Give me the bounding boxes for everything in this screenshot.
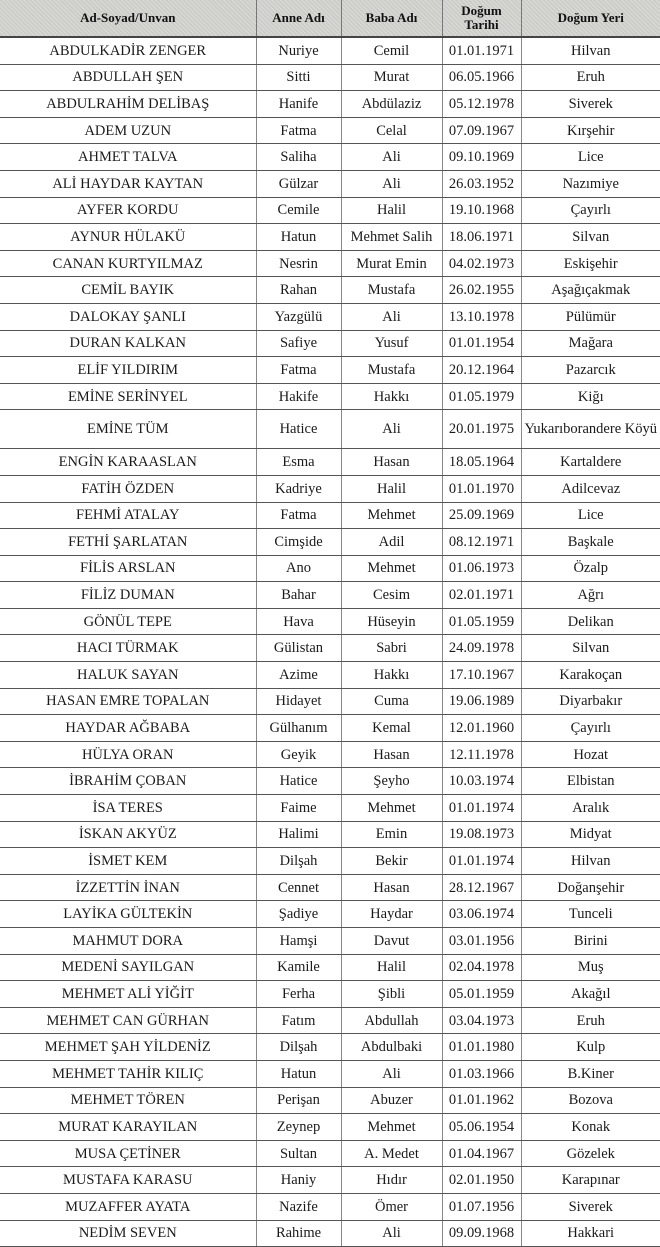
cell-name: MURAT KARAYILAN [0,1114,256,1141]
cell-birth-place: Kiğı [521,383,660,410]
cell-birth-date: 09.10.1969 [442,144,521,171]
cell-father-name: Murat [341,64,442,91]
cell-mother-name: Safiye [256,330,341,357]
cell-mother-name: Hava [256,608,341,635]
cell-mother-name: Faime [256,795,341,822]
cell-birth-date: 01.01.1954 [442,330,521,357]
cell-birth-date: 18.05.1964 [442,449,521,476]
cell-name: MEHMET TÖREN [0,1087,256,1114]
cell-birth-place: Başkale [521,529,660,556]
cell-name: İBRAHİM ÇOBAN [0,768,256,795]
header-row [0,0,660,37]
cell-name: EMİNE SERİNYEL [0,383,256,410]
cell-mother-name: Hatun [256,1060,341,1087]
cell-birth-place: Mağara [521,330,660,357]
table-row [0,954,660,981]
cell-father-name: Mustafa [341,357,442,384]
cell-birth-date: 28.12.1967 [442,874,521,901]
cell-mother-name: Cemile [256,197,341,224]
cell-birth-place: Akağıl [521,981,660,1008]
cell-name: İSKAN AKYÜZ [0,821,256,848]
cell-mother-name: Gülhanım [256,715,341,742]
cell-mother-name: Hamşi [256,928,341,955]
cell-mother-name: Hatice [256,410,341,449]
header-father: Baba Adı [341,0,442,37]
cell-mother-name: Sultan [256,1140,341,1167]
cell-birth-date: 25.09.1969 [442,502,521,529]
table-row [0,901,660,928]
cell-name: FİLİZ DUMAN [0,582,256,609]
cell-mother-name: Bahar [256,582,341,609]
cell-birth-place: Tunceli [521,901,660,928]
cell-name: DURAN KALKAN [0,330,256,357]
header-birth-date-line1: Doğum [461,3,502,18]
table-row [0,874,660,901]
cell-mother-name: Şadiye [256,901,341,928]
header-birth-date-line2: Tarihi [464,17,499,32]
cell-name: İSA TERES [0,795,256,822]
cell-mother-name: Nazife [256,1193,341,1220]
cell-name: ABDULLAH ŞEN [0,64,256,91]
table-row [0,357,660,384]
cell-birth-place: Silvan [521,635,660,662]
table-row [0,981,660,1008]
cell-birth-date: 02.01.1950 [442,1167,521,1194]
cell-birth-date: 02.01.1971 [442,582,521,609]
cell-birth-date: 24.09.1978 [442,635,521,662]
cell-name: ABDULKADİR ZENGER [0,37,256,64]
cell-mother-name: Cennet [256,874,341,901]
cell-father-name: Mehmet [341,795,442,822]
cell-birth-place: Hilvan [521,37,660,64]
header-mother: Anne Adı [256,0,341,37]
cell-birth-place: Hilvan [521,848,660,875]
cell-birth-place: Pazarcık [521,357,660,384]
cell-mother-name: Nesrin [256,250,341,277]
cell-birth-place: Eskişehir [521,250,660,277]
table-row [0,1007,660,1034]
cell-birth-place: Kartaldere [521,449,660,476]
cell-name: HACI TÜRMAK [0,635,256,662]
cell-birth-place: Aşağıçakmak [521,277,660,304]
cell-father-name: Ali [341,170,442,197]
cell-birth-date: 12.01.1960 [442,715,521,742]
cell-birth-date: 17.10.1967 [442,662,521,689]
cell-father-name: Abuzer [341,1087,442,1114]
cell-birth-date: 04.02.1973 [442,250,521,277]
table-body [0,37,660,1247]
cell-name: EMİNE TÜM [0,410,256,449]
cell-name: MUSA ÇETİNER [0,1140,256,1167]
cell-mother-name: Esma [256,449,341,476]
cell-name: ADEM UZUN [0,117,256,144]
cell-birth-date: 26.03.1952 [442,170,521,197]
cell-birth-place: Nazımiye [521,170,660,197]
cell-name: FİLİS ARSLAN [0,555,256,582]
cell-mother-name: Gülzar [256,170,341,197]
cell-father-name: Kemal [341,715,442,742]
table-row [0,848,660,875]
table-row [0,303,660,330]
cell-mother-name: Geyik [256,741,341,768]
table-header [0,0,660,37]
cell-name: DALOKAY ŞANLI [0,303,256,330]
cell-birth-date: 20.01.1975 [442,410,521,449]
cell-father-name: Mehmet [341,1114,442,1141]
cell-birth-date: 20.12.1964 [442,357,521,384]
cell-name: FEHMİ ATALAY [0,502,256,529]
cell-father-name: Mustafa [341,277,442,304]
cell-birth-place: Lice [521,502,660,529]
cell-mother-name: Halimi [256,821,341,848]
cell-name: HAYDAR AĞBABA [0,715,256,742]
table-row [0,795,660,822]
cell-father-name: Halil [341,197,442,224]
cell-father-name: Halil [341,954,442,981]
cell-name: CEMİL BAYIK [0,277,256,304]
cell-birth-date: 01.01.1980 [442,1034,521,1061]
cell-father-name: Mehmet [341,555,442,582]
table-row [0,1193,660,1220]
cell-name: AHMET TALVA [0,144,256,171]
cell-mother-name: Fatma [256,502,341,529]
cell-birth-date: 01.01.1970 [442,475,521,502]
cell-name: MEDENİ SAYILGAN [0,954,256,981]
table-row [0,821,660,848]
cell-birth-place: Karakoçan [521,662,660,689]
cell-birth-place: Çayırlı [521,197,660,224]
cell-birth-date: 07.09.1967 [442,117,521,144]
cell-birth-place: Eruh [521,1007,660,1034]
table-row [0,608,660,635]
cell-name: MEHMET ALİ YİĞİT [0,981,256,1008]
cell-birth-place: Hakkari [521,1220,660,1247]
cell-father-name: Hasan [341,449,442,476]
header-birth-date [442,0,521,37]
cell-name: MUZAFFER AYATA [0,1193,256,1220]
cell-father-name: Cesim [341,582,442,609]
cell-name: MUSTAFA KARASU [0,1167,256,1194]
cell-name: ALİ HAYDAR KAYTAN [0,170,256,197]
table-row [0,1034,660,1061]
cell-mother-name: Gülistan [256,635,341,662]
cell-father-name: Sabri [341,635,442,662]
cell-birth-date: 08.12.1971 [442,529,521,556]
cell-mother-name: Hatun [256,224,341,251]
cell-birth-date: 01.05.1979 [442,383,521,410]
cell-birth-date: 01.04.1967 [442,1140,521,1167]
table-row [0,1060,660,1087]
cell-birth-place: Adilcevaz [521,475,660,502]
cell-birth-date: 02.04.1978 [442,954,521,981]
cell-name: İSMET KEM [0,848,256,875]
table-row [0,928,660,955]
cell-mother-name: Cimşide [256,529,341,556]
cell-mother-name: Ano [256,555,341,582]
table-row [0,475,660,502]
cell-father-name: Yusuf [341,330,442,357]
table-row [0,37,660,64]
table-row [0,330,660,357]
cell-mother-name: Azime [256,662,341,689]
cell-birth-place: Yukarıborandere Köyü [521,410,660,449]
cell-birth-place: Konak [521,1114,660,1141]
cell-mother-name: Hatice [256,768,341,795]
cell-mother-name: Fatma [256,357,341,384]
cell-birth-place: Lice [521,144,660,171]
table-row [0,1087,660,1114]
cell-mother-name: Saliha [256,144,341,171]
cell-birth-place: Eruh [521,64,660,91]
cell-birth-place: Muş [521,954,660,981]
cell-birth-place: B.Kiner [521,1060,660,1087]
cell-birth-place: Midyat [521,821,660,848]
cell-birth-date: 01.01.1962 [442,1087,521,1114]
table-row [0,502,660,529]
cell-birth-place: Pülümür [521,303,660,330]
cell-name: LAYİKA GÜLTEKİN [0,901,256,928]
table-row [0,1167,660,1194]
cell-birth-date: 12.11.1978 [442,741,521,768]
cell-birth-date: 06.05.1966 [442,64,521,91]
cell-name: İZZETTİN İNAN [0,874,256,901]
cell-name: MEHMET ŞAH YİLDENİZ [0,1034,256,1061]
cell-birth-date: 05.12.1978 [442,91,521,118]
cell-mother-name: Zeynep [256,1114,341,1141]
cell-mother-name: Kamile [256,954,341,981]
table-row [0,117,660,144]
cell-name: HÜLYA ORAN [0,741,256,768]
cell-father-name: Abdülaziz [341,91,442,118]
cell-mother-name: Hakife [256,383,341,410]
cell-birth-date: 05.01.1959 [442,981,521,1008]
cell-father-name: A. Medet [341,1140,442,1167]
table-row [0,555,660,582]
cell-father-name: Abdullah [341,1007,442,1034]
cell-name: ENGİN KARAASLAN [0,449,256,476]
cell-father-name: Adil [341,529,442,556]
table-row [0,144,660,171]
cell-father-name: Cemil [341,37,442,64]
cell-birth-date: 19.08.1973 [442,821,521,848]
cell-father-name: Halil [341,475,442,502]
table-row [0,715,660,742]
cell-name: HALUK SAYAN [0,662,256,689]
cell-father-name: Bekir [341,848,442,875]
cell-father-name: Cuma [341,688,442,715]
cell-father-name: Ali [341,1220,442,1247]
table-row [0,91,660,118]
cell-father-name: Emin [341,821,442,848]
cell-birth-place: Çayırlı [521,715,660,742]
cell-birth-place: Özalp [521,555,660,582]
cell-birth-place: Bozova [521,1087,660,1114]
cell-birth-place: Elbistan [521,768,660,795]
cell-birth-date: 03.01.1956 [442,928,521,955]
cell-father-name: Davut [341,928,442,955]
table-row [0,768,660,795]
header-birth-place: Doğum Yeri [521,0,660,37]
cell-father-name: Hasan [341,874,442,901]
cell-name: NEDİM SEVEN [0,1220,256,1247]
table-row [0,277,660,304]
table-row [0,1140,660,1167]
table-row [0,688,660,715]
cell-birth-date: 19.06.1989 [442,688,521,715]
cell-birth-date: 01.07.1956 [442,1193,521,1220]
cell-father-name: Hakkı [341,662,442,689]
cell-mother-name: Kadriye [256,475,341,502]
table-row [0,197,660,224]
cell-birth-date: 18.06.1971 [442,224,521,251]
cell-mother-name: Haniy [256,1167,341,1194]
cell-mother-name: Dilşah [256,1034,341,1061]
cell-name: CANAN KURTYILMAZ [0,250,256,277]
table-row [0,64,660,91]
cell-father-name: Ömer [341,1193,442,1220]
cell-name: AYFER KORDU [0,197,256,224]
cell-birth-date: 05.06.1954 [442,1114,521,1141]
cell-name: MEHMET TAHİR KILIÇ [0,1060,256,1087]
cell-father-name: Ali [341,410,442,449]
cell-birth-place: Hozat [521,741,660,768]
cell-birth-date: 09.09.1968 [442,1220,521,1247]
cell-birth-date: 19.10.1968 [442,197,521,224]
cell-name: HASAN EMRE TOPALAN [0,688,256,715]
cell-mother-name: Sitti [256,64,341,91]
table-row [0,582,660,609]
cell-name: ABDULRAHİM DELİBAŞ [0,91,256,118]
cell-birth-date: 01.03.1966 [442,1060,521,1087]
cell-mother-name: Rahime [256,1220,341,1247]
cell-father-name: Abdulbaki [341,1034,442,1061]
cell-birth-date: 26.02.1955 [442,277,521,304]
table-row [0,449,660,476]
cell-birth-date: 01.01.1974 [442,795,521,822]
table-row [0,170,660,197]
cell-mother-name: Yazgülü [256,303,341,330]
cell-birth-place: Silvan [521,224,660,251]
cell-birth-date: 10.03.1974 [442,768,521,795]
table-row [0,741,660,768]
cell-father-name: Ali [341,303,442,330]
cell-birth-place: Diyarbakır [521,688,660,715]
cell-name: MAHMUT DORA [0,928,256,955]
cell-father-name: Murat Emin [341,250,442,277]
cell-birth-place: Doğanşehir [521,874,660,901]
cell-birth-date: 03.04.1973 [442,1007,521,1034]
cell-father-name: Hüseyin [341,608,442,635]
table-row [0,529,660,556]
cell-birth-place: Karapınar [521,1167,660,1194]
table-row [0,250,660,277]
table-row [0,224,660,251]
table-row [0,410,660,449]
cell-mother-name: Rahan [256,277,341,304]
cell-father-name: Celal [341,117,442,144]
cell-birth-place: Delikan [521,608,660,635]
cell-father-name: Mehmet [341,502,442,529]
cell-birth-place: Ağrı [521,582,660,609]
cell-birth-place: Aralık [521,795,660,822]
cell-birth-place: Kırşehir [521,117,660,144]
cell-mother-name: Hidayet [256,688,341,715]
cell-mother-name: Nuriye [256,37,341,64]
cell-mother-name: Fatım [256,1007,341,1034]
cell-father-name: Ali [341,1060,442,1087]
cell-birth-place: Birini [521,928,660,955]
table-row [0,1220,660,1247]
cell-mother-name: Ferha [256,981,341,1008]
cell-father-name: Hasan [341,741,442,768]
cell-birth-place: Gözelek [521,1140,660,1167]
cell-mother-name: Hanife [256,91,341,118]
cell-father-name: Hıdır [341,1167,442,1194]
cell-father-name: Mehmet Salih [341,224,442,251]
cell-father-name: Ali [341,144,442,171]
cell-birth-place: Siverek [521,91,660,118]
cell-birth-date: 01.06.1973 [442,555,521,582]
cell-birth-place: Kulp [521,1034,660,1061]
cell-name: FATİH ÖZDEN [0,475,256,502]
cell-father-name: Hakkı [341,383,442,410]
cell-father-name: Haydar [341,901,442,928]
cell-birth-date: 01.01.1971 [442,37,521,64]
cell-name: AYNUR HÜLAKÜ [0,224,256,251]
cell-birth-date: 03.06.1974 [442,901,521,928]
cell-birth-place: Siverek [521,1193,660,1220]
table-row [0,635,660,662]
cell-name: GÖNÜL TEPE [0,608,256,635]
cell-birth-date: 13.10.1978 [442,303,521,330]
cell-mother-name: Fatma [256,117,341,144]
cell-birth-date: 01.01.1974 [442,848,521,875]
cell-father-name: Şibli [341,981,442,1008]
table-row [0,383,660,410]
cell-father-name: Şeyho [341,768,442,795]
cell-name: MEHMET CAN GÜRHAN [0,1007,256,1034]
header-name: Ad-Soyad/Unvan [0,0,256,37]
cell-mother-name: Perişan [256,1087,341,1114]
cell-birth-date: 01.05.1959 [442,608,521,635]
cell-name: ELİF YILDIRIM [0,357,256,384]
cell-name: FETHİ ŞARLATAN [0,529,256,556]
table-row [0,1114,660,1141]
cell-mother-name: Dilşah [256,848,341,875]
table-row [0,662,660,689]
